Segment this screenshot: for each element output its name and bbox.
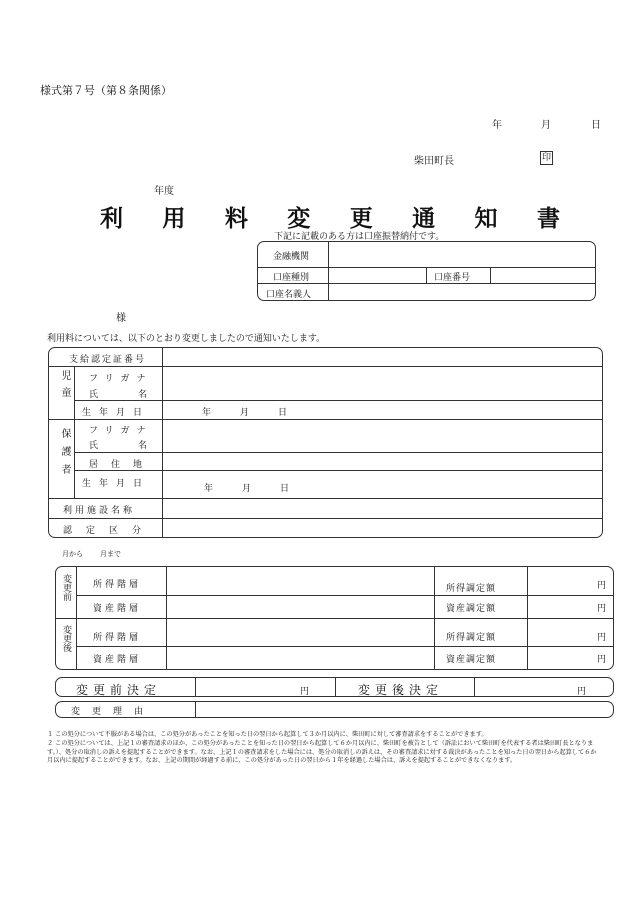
fiscal-year-label: 年度 <box>154 186 174 197</box>
guardian-birth-month: 月 <box>242 484 252 494</box>
divider <box>335 678 336 696</box>
title-char: 更 <box>349 205 373 232</box>
account-type-label: 口座種別 <box>273 273 310 283</box>
decision-before-yen: 円 <box>300 687 310 697</box>
yen-unit: 円 <box>597 604 607 614</box>
divider <box>77 646 613 647</box>
divider <box>490 267 491 283</box>
note-1: １ この処分について不服がある場合は、この処分があったことを知った日の翌日から起算して３か月以内に、柴田町に対して審査請求をすることができます。 <box>47 731 488 738</box>
addressee-suffix: 様 <box>116 313 126 324</box>
child-birth-month: 月 <box>240 408 250 418</box>
title-char: 利 <box>100 205 123 232</box>
divider <box>49 498 602 499</box>
child-furigana-label: フリガナ <box>89 374 153 384</box>
income-adj-after-label: 所得調定額 <box>446 633 497 643</box>
divider <box>258 283 595 284</box>
divider <box>75 452 602 453</box>
asset-adj-after-label: 資産調定額 <box>446 655 497 665</box>
after-change-label: 変更後 <box>61 625 71 652</box>
divider <box>49 518 602 519</box>
before-change-label: 変更前 <box>61 574 71 601</box>
bank-institution-label: 金融機関 <box>273 252 310 262</box>
divider <box>195 678 196 696</box>
decision-after-label: 変更後決定 <box>358 683 444 697</box>
asset-tier-after-label: 資産階層 <box>93 655 142 665</box>
income-adj-before-label: 所得調定額 <box>446 584 497 594</box>
date-day: 日 <box>591 120 601 131</box>
title-char: 変 <box>287 205 311 232</box>
guardian-birth-year: 年 <box>204 484 214 494</box>
divider <box>77 595 613 596</box>
divider <box>56 618 613 619</box>
divider <box>74 366 75 498</box>
note-2: ２ この処分については、上記１の審査請求のほか、この処分があったことを知った日の翌日から起算して６か月以内に、柴田町を被告として（訴訟において柴田町を代表する者は柴田町長となります。）、処分の取消しの訴えを提起することができます。なお、上記１の審査請求をした場合には、処分の取消しの訴えは、その審査請求に対する裁決があったことを知った日の翌日から起算して６か月以内に提起することができます。なお、上記の期間が経過する前に、この処分があった日の翌日から１年を経過した場合は、訴えを提起することができなくなります。 <box>47 740 597 764</box>
guardian-label: 保護者 <box>59 428 70 482</box>
bank-transfer-note: 下記に記載のある方は口座振替納付です。 <box>274 232 445 242</box>
title-char: 知 <box>474 205 498 232</box>
title-char: 料 <box>224 205 248 232</box>
yen-unit: 円 <box>597 655 607 665</box>
title-char: 用 <box>162 205 186 232</box>
divider <box>49 366 602 367</box>
period-to: 月まで <box>100 550 121 558</box>
child-label: 児童 <box>59 370 70 404</box>
divider <box>426 267 427 283</box>
certification-category-label: 認定区分 <box>63 526 156 536</box>
intro-text: 利用料については、以下のとおり変更しましたので通知いたします。 <box>47 334 326 344</box>
seal-mark: 印 <box>541 153 551 163</box>
asset-adj-before-label: 資産調定額 <box>446 604 497 614</box>
income-tier-after-label: 所得階層 <box>93 633 142 643</box>
form-code: 様式第７号（第８条関係） <box>40 84 172 97</box>
divider <box>75 470 602 471</box>
title-char: 書 <box>536 205 560 232</box>
cert-number-label: 支給認定証番号 <box>69 355 147 365</box>
divider <box>328 242 329 300</box>
child-birth-label: 生年月日 <box>82 408 151 418</box>
divider <box>474 678 475 696</box>
divider <box>75 400 602 401</box>
title-char: 通 <box>412 205 436 232</box>
guardian-address-label: 居住地 <box>89 460 156 470</box>
divider <box>195 702 196 717</box>
income-tier-before-label: 所得階層 <box>93 580 142 590</box>
child-name-label: 氏名 <box>89 390 188 400</box>
decision-after-yen: 円 <box>577 687 587 697</box>
date-year: 年 <box>492 120 502 131</box>
divider <box>49 419 602 420</box>
account-holder-label: 口座名義人 <box>266 290 312 300</box>
yen-unit: 円 <box>597 633 607 643</box>
asset-tier-before-label: 資産階層 <box>93 604 142 614</box>
period-from: 月から <box>62 550 83 558</box>
account-number-label: 口座番号 <box>434 273 471 283</box>
guardian-name-label: 氏名 <box>89 441 188 451</box>
facility-name-label: 利用施設名称 <box>63 506 136 516</box>
issuer-name: 柴田町長 <box>414 156 454 167</box>
change-reason-label: 変更理由 <box>71 707 156 717</box>
child-birth-year: 年 <box>202 408 212 418</box>
guardian-birth-day: 日 <box>280 484 290 494</box>
decision-before-label: 変更前決定 <box>76 683 162 697</box>
guardian-birth-label: 生年月日 <box>82 479 151 489</box>
guardian-furigana-label: フリガナ <box>89 426 153 436</box>
child-birth-day: 日 <box>278 408 288 418</box>
yen-unit: 円 <box>597 581 607 591</box>
date-month: 月 <box>541 120 551 131</box>
